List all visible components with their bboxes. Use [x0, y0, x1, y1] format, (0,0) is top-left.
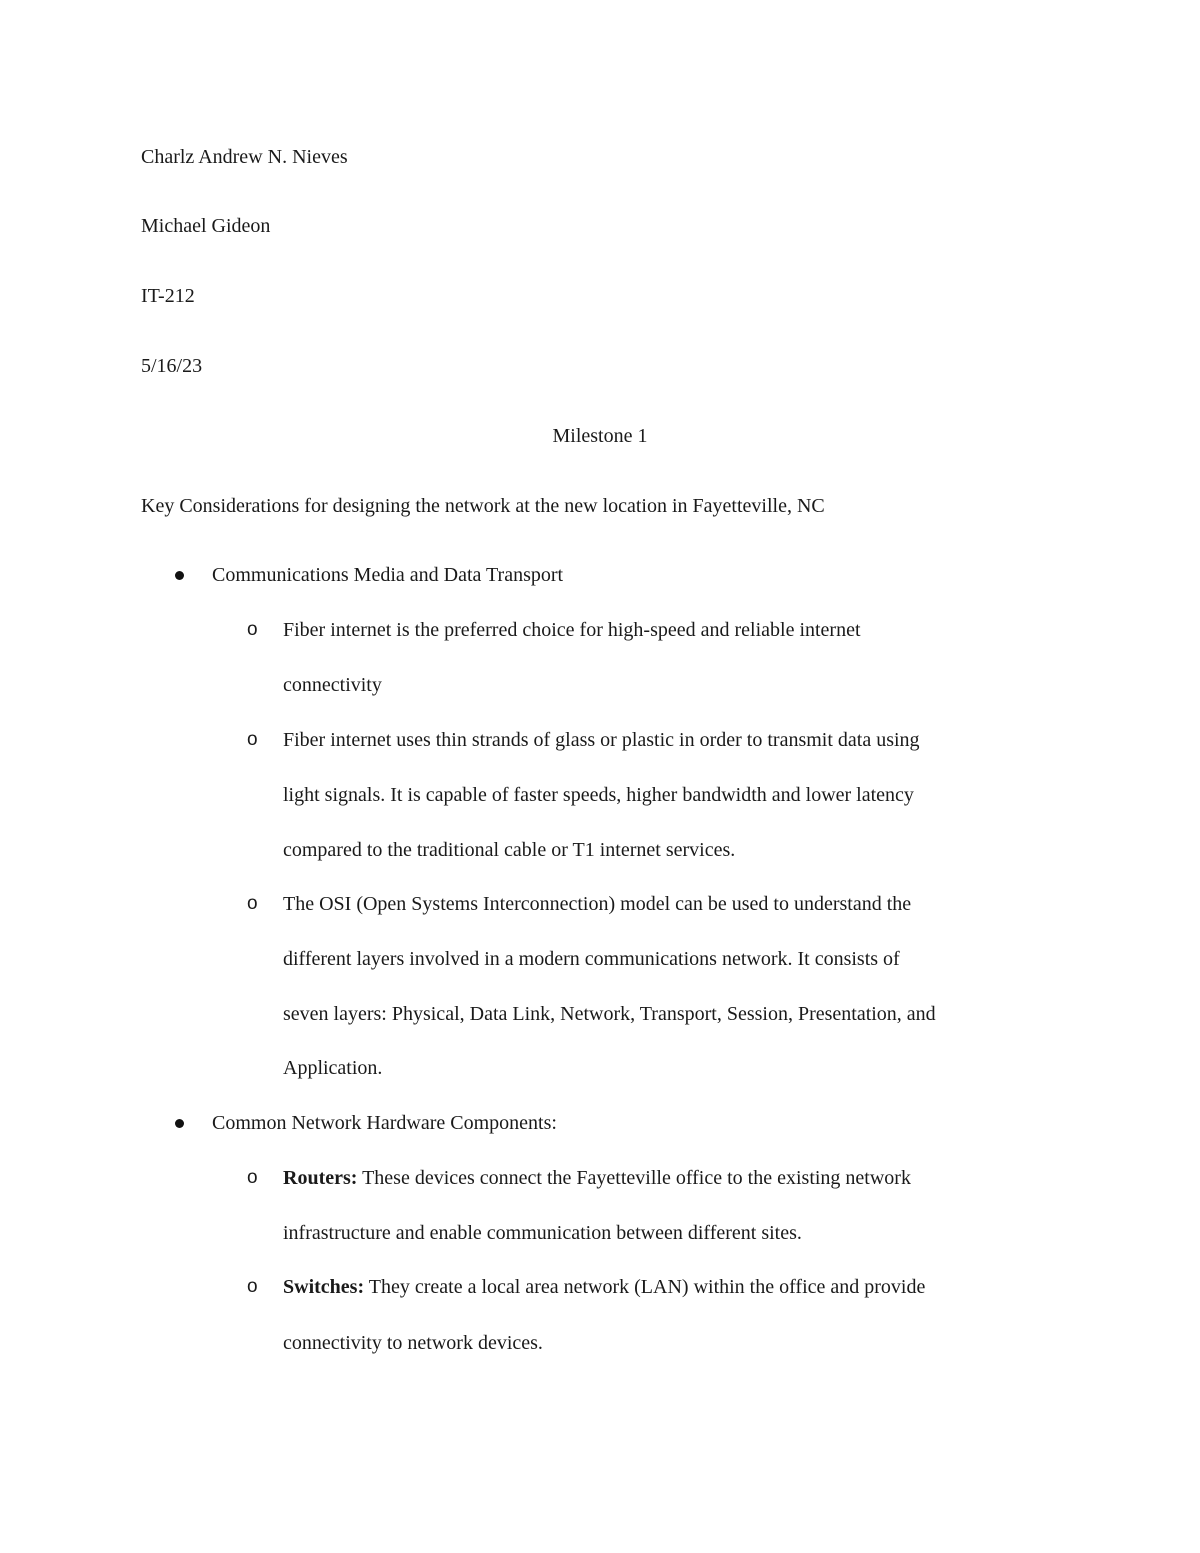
sub-item-line: The OSI (Open Systems Interconnection) model can be used to understand the — [283, 893, 912, 915]
sub-item-line: infrastructure and enable communication between different sites. — [283, 1222, 802, 1244]
bullet-icon — [175, 571, 184, 580]
sub-bullet-icon: o — [247, 729, 258, 750]
sub-item-line — [283, 1165, 911, 1191]
document-title: Milestone 1 — [552, 425, 648, 447]
section-heading: Communications Media and Data Transport — [212, 564, 564, 586]
instructor-name: Michael Gideon — [141, 215, 271, 237]
sub-item-line: different layers involved in a modern communications network. It consists of — [283, 948, 900, 970]
sub-bullet-icon: o — [247, 1276, 258, 1297]
bullet-icon — [175, 1119, 184, 1128]
term-label: Routers: — [283, 1167, 358, 1189]
sub-item-line — [283, 1274, 925, 1300]
sub-bullet-icon: o — [247, 619, 258, 640]
sub-item-line: Fiber internet is the preferred choice for high-speed and reliable internet — [283, 619, 861, 641]
document-date: 5/16/23 — [141, 355, 203, 377]
sub-bullet-icon: o — [247, 1167, 258, 1188]
sub-item-line: light signals. It is capable of faster speeds, higher bandwidth and lower latency — [283, 784, 914, 806]
intro-paragraph: Key Considerations for designing the network at the new location in Fayetteville, NC — [141, 495, 825, 517]
term-description: These devices connect the Fayetteville office to the existing network — [357, 1167, 911, 1189]
sub-item-line: compared to the traditional cable or T1 internet services. — [283, 839, 736, 861]
sub-item-line: Fiber internet uses thin strands of glass or plastic in order to transmit data using — [283, 729, 920, 751]
sub-item-line: connectivity — [283, 674, 382, 696]
author-name: Charlz Andrew N. Nieves — [141, 146, 348, 168]
course-code: IT-212 — [141, 285, 195, 307]
sub-bullet-icon: o — [247, 893, 258, 914]
sub-item-line: seven layers: Physical, Data Link, Network, Transport, Session, Presentation, and — [283, 1003, 936, 1025]
sub-item-line: Application. — [283, 1057, 383, 1079]
term-description: They create a local area network (LAN) within the office and provide — [364, 1276, 926, 1298]
term-label: Switches: — [283, 1276, 365, 1298]
section-heading: Common Network Hardware Components: — [212, 1112, 557, 1134]
sub-item-line: connectivity to network devices. — [283, 1332, 543, 1354]
